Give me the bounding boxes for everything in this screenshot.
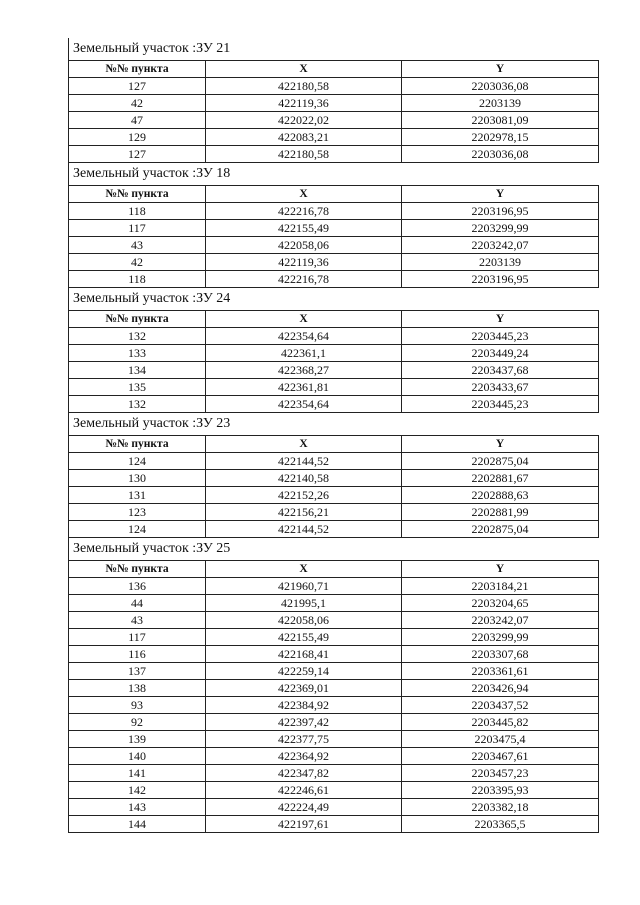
coordinates-table: [68, 310, 599, 413]
table-row: [69, 345, 599, 362]
y-coordinate-cell: 2203467,61: [402, 748, 599, 765]
y-coordinate-cell: 2203139: [402, 95, 599, 112]
table-row: [69, 714, 599, 731]
column-header-x: X: [206, 436, 402, 453]
x-coordinate-cell: 422083,21: [206, 129, 402, 146]
x-coordinate-cell: 422347,82: [206, 765, 402, 782]
x-coordinate-cell: 422224,49: [206, 799, 402, 816]
column-header-y: Y: [402, 436, 599, 453]
coordinates-table: [68, 560, 599, 833]
x-coordinate-cell: 422361,1: [206, 345, 402, 362]
y-coordinate-cell: 2203139: [402, 254, 599, 271]
y-coordinate-cell: 2203449,24: [402, 345, 599, 362]
column-header-x: X: [206, 186, 402, 203]
coordinates-document: [68, 38, 598, 833]
y-coordinate-cell: 2203036,08: [402, 78, 599, 95]
column-header-y: Y: [402, 561, 599, 578]
table-header-row: [69, 311, 599, 328]
y-coordinate-cell: 2203437,52: [402, 697, 599, 714]
table-row: [69, 95, 599, 112]
y-coordinate-cell: 2203081,09: [402, 112, 599, 129]
table-row: [69, 578, 599, 595]
table-header-row: [69, 186, 599, 203]
point-number-cell: 138: [69, 680, 206, 697]
point-number-cell: 131: [69, 487, 206, 504]
table-row: [69, 237, 599, 254]
y-coordinate-cell: 2202875,04: [402, 453, 599, 470]
x-coordinate-cell: 422180,58: [206, 146, 402, 163]
y-coordinate-cell: 2202875,04: [402, 521, 599, 538]
table-row: [69, 396, 599, 413]
table-row: [69, 203, 599, 220]
point-number-cell: 133: [69, 345, 206, 362]
y-coordinate-cell: 2203242,07: [402, 612, 599, 629]
coordinates-table: [68, 60, 599, 163]
y-coordinate-cell: 2203204,65: [402, 595, 599, 612]
y-coordinate-cell: 2203365,5: [402, 816, 599, 833]
point-number-cell: 116: [69, 646, 206, 663]
x-coordinate-cell: 422140,58: [206, 470, 402, 487]
point-number-cell: 134: [69, 362, 206, 379]
point-number-cell: 44: [69, 595, 206, 612]
point-number-cell: 43: [69, 237, 206, 254]
table-row: [69, 612, 599, 629]
point-number-cell: 123: [69, 504, 206, 521]
x-coordinate-cell: 422216,78: [206, 271, 402, 288]
y-coordinate-cell: 2203361,61: [402, 663, 599, 680]
table-row: [69, 146, 599, 163]
y-coordinate-cell: 2203299,99: [402, 629, 599, 646]
point-number-cell: 124: [69, 521, 206, 538]
table-header-row: [69, 436, 599, 453]
point-number-cell: 127: [69, 146, 206, 163]
land-plot-section: [68, 163, 598, 288]
x-coordinate-cell: 421960,71: [206, 578, 402, 595]
point-number-cell: 137: [69, 663, 206, 680]
table-header-row: [69, 561, 599, 578]
y-coordinate-cell: 2203475,4: [402, 731, 599, 748]
table-row: [69, 129, 599, 146]
table-row: [69, 663, 599, 680]
land-plot-title: Земельный участок :ЗУ 21: [68, 38, 598, 60]
point-number-cell: 144: [69, 816, 206, 833]
land-plot-title: Земельный участок :ЗУ 18: [68, 163, 598, 185]
column-header-x: X: [206, 61, 402, 78]
table-row: [69, 453, 599, 470]
table-row: [69, 328, 599, 345]
table-row: [69, 697, 599, 714]
point-number-cell: 143: [69, 799, 206, 816]
table-row: [69, 379, 599, 396]
y-coordinate-cell: 2203299,99: [402, 220, 599, 237]
column-header-y: Y: [402, 311, 599, 328]
table-row: [69, 731, 599, 748]
y-coordinate-cell: 2203426,94: [402, 680, 599, 697]
y-coordinate-cell: 2203307,68: [402, 646, 599, 663]
column-header-point: №№ пункта: [69, 61, 206, 78]
x-coordinate-cell: 422216,78: [206, 203, 402, 220]
table-row: [69, 254, 599, 271]
column-header-x: X: [206, 311, 402, 328]
table-row: [69, 220, 599, 237]
x-coordinate-cell: 422119,36: [206, 95, 402, 112]
table-row: [69, 362, 599, 379]
coordinates-table: [68, 185, 599, 288]
table-row: [69, 646, 599, 663]
column-header-point: №№ пункта: [69, 311, 206, 328]
point-number-cell: 130: [69, 470, 206, 487]
x-coordinate-cell: 422058,06: [206, 237, 402, 254]
point-number-cell: 42: [69, 254, 206, 271]
table-row: [69, 680, 599, 697]
y-coordinate-cell: 2203382,18: [402, 799, 599, 816]
point-number-cell: 127: [69, 78, 206, 95]
point-number-cell: 132: [69, 328, 206, 345]
y-coordinate-cell: 2203242,07: [402, 237, 599, 254]
point-number-cell: 117: [69, 629, 206, 646]
table-row: [69, 748, 599, 765]
y-coordinate-cell: 2202881,99: [402, 504, 599, 521]
point-number-cell: 118: [69, 271, 206, 288]
point-number-cell: 124: [69, 453, 206, 470]
table-row: [69, 629, 599, 646]
column-header-y: Y: [402, 186, 599, 203]
column-header-point: №№ пункта: [69, 186, 206, 203]
y-coordinate-cell: 2202881,67: [402, 470, 599, 487]
x-coordinate-cell: 422246,61: [206, 782, 402, 799]
land-plot-section: [68, 538, 598, 833]
point-number-cell: 118: [69, 203, 206, 220]
x-coordinate-cell: 422368,27: [206, 362, 402, 379]
point-number-cell: 92: [69, 714, 206, 731]
y-coordinate-cell: 2203196,95: [402, 203, 599, 220]
x-coordinate-cell: 422397,42: [206, 714, 402, 731]
table-row: [69, 521, 599, 538]
point-number-cell: 142: [69, 782, 206, 799]
table-row: [69, 470, 599, 487]
table-row: [69, 78, 599, 95]
point-number-cell: 42: [69, 95, 206, 112]
table-row: [69, 765, 599, 782]
x-coordinate-cell: 422022,02: [206, 112, 402, 129]
table-row: [69, 271, 599, 288]
x-coordinate-cell: 422354,64: [206, 328, 402, 345]
y-coordinate-cell: 2203445,82: [402, 714, 599, 731]
y-coordinate-cell: 2203036,08: [402, 146, 599, 163]
x-coordinate-cell: 422377,75: [206, 731, 402, 748]
x-coordinate-cell: 422144,52: [206, 521, 402, 538]
x-coordinate-cell: 422369,01: [206, 680, 402, 697]
x-coordinate-cell: 422119,36: [206, 254, 402, 271]
table-row: [69, 487, 599, 504]
point-number-cell: 136: [69, 578, 206, 595]
x-coordinate-cell: 422197,61: [206, 816, 402, 833]
x-coordinate-cell: 422155,49: [206, 220, 402, 237]
land-plot-section: [68, 413, 598, 538]
y-coordinate-cell: 2203445,23: [402, 396, 599, 413]
x-coordinate-cell: 422144,52: [206, 453, 402, 470]
point-number-cell: 140: [69, 748, 206, 765]
land-plot-title: Земельный участок :ЗУ 25: [68, 538, 598, 560]
x-coordinate-cell: 421995,1: [206, 595, 402, 612]
y-coordinate-cell: 2203196,95: [402, 271, 599, 288]
x-coordinate-cell: 422354,64: [206, 396, 402, 413]
y-coordinate-cell: 2203433,67: [402, 379, 599, 396]
point-number-cell: 93: [69, 697, 206, 714]
land-plot-section: [68, 288, 598, 413]
point-number-cell: 47: [69, 112, 206, 129]
y-coordinate-cell: 2203437,68: [402, 362, 599, 379]
column-header-point: №№ пункта: [69, 561, 206, 578]
table-row: [69, 782, 599, 799]
x-coordinate-cell: 422361,81: [206, 379, 402, 396]
x-coordinate-cell: 422364,92: [206, 748, 402, 765]
land-plot-title: Земельный участок :ЗУ 24: [68, 288, 598, 310]
point-number-cell: 132: [69, 396, 206, 413]
table-row: [69, 504, 599, 521]
x-coordinate-cell: 422168,41: [206, 646, 402, 663]
land-plot-title: Земельный участок :ЗУ 23: [68, 413, 598, 435]
column-header-point: №№ пункта: [69, 436, 206, 453]
table-header-row: [69, 61, 599, 78]
table-row: [69, 816, 599, 833]
land-plot-section: [68, 38, 598, 163]
point-number-cell: 117: [69, 220, 206, 237]
coordinates-table: [68, 435, 599, 538]
y-coordinate-cell: 2202978,15: [402, 129, 599, 146]
y-coordinate-cell: 2203457,23: [402, 765, 599, 782]
column-header-y: Y: [402, 61, 599, 78]
point-number-cell: 129: [69, 129, 206, 146]
y-coordinate-cell: 2203184,21: [402, 578, 599, 595]
x-coordinate-cell: 422155,49: [206, 629, 402, 646]
column-header-x: X: [206, 561, 402, 578]
y-coordinate-cell: 2202888,63: [402, 487, 599, 504]
y-coordinate-cell: 2203445,23: [402, 328, 599, 345]
x-coordinate-cell: 422180,58: [206, 78, 402, 95]
y-coordinate-cell: 2203395,93: [402, 782, 599, 799]
x-coordinate-cell: 422384,92: [206, 697, 402, 714]
point-number-cell: 43: [69, 612, 206, 629]
table-row: [69, 799, 599, 816]
point-number-cell: 139: [69, 731, 206, 748]
x-coordinate-cell: 422156,21: [206, 504, 402, 521]
point-number-cell: 135: [69, 379, 206, 396]
x-coordinate-cell: 422152,26: [206, 487, 402, 504]
x-coordinate-cell: 422058,06: [206, 612, 402, 629]
x-coordinate-cell: 422259,14: [206, 663, 402, 680]
table-row: [69, 112, 599, 129]
table-row: [69, 595, 599, 612]
point-number-cell: 141: [69, 765, 206, 782]
